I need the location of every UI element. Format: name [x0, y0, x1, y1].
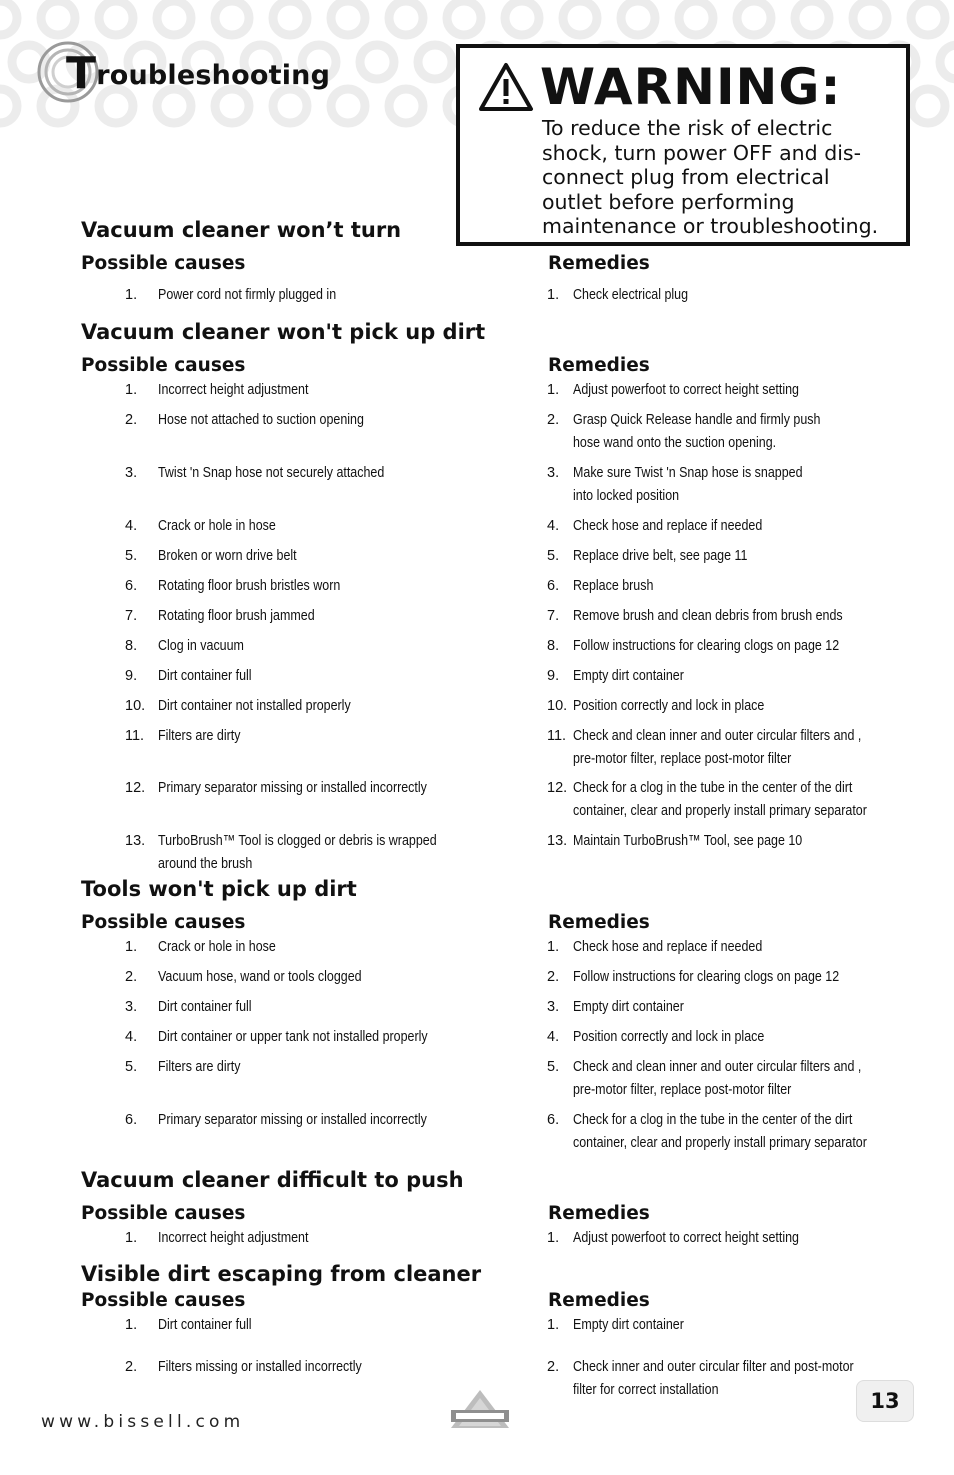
- warning-heading: WARNING:: [540, 58, 842, 116]
- pattern-ring: [795, 1, 829, 35]
- cause-text: [158, 379, 488, 402]
- remedy-line: Empty dirt container: [573, 668, 684, 684]
- section-title: Visible dirt escaping from cleaner: [81, 1262, 482, 1286]
- cause-line: Dirt container not installed properly: [158, 698, 351, 714]
- footer-url: www.bissell.com: [41, 1412, 245, 1432]
- cause-line: Dirt container full: [158, 1317, 252, 1333]
- remedy-line: pre-motor filter, replace post-motor filter: [573, 1082, 792, 1098]
- item-number: 8.: [125, 638, 138, 654]
- item-number: 1.: [125, 939, 138, 955]
- remedy-line: Maintain TurboBrush™ Tool, see page 10: [573, 833, 803, 849]
- cause-line: Incorrect height adjustment: [158, 1230, 309, 1246]
- item-number: 2.: [125, 412, 138, 428]
- pattern-ring: [737, 1, 771, 35]
- possible-causes-label: Possible causes: [81, 355, 246, 376]
- cause-line: Broken or worn drive belt: [158, 548, 297, 564]
- item-number: 4.: [125, 518, 138, 534]
- pattern-ring: [99, 1, 133, 35]
- cause-line: Dirt container full: [158, 999, 252, 1015]
- remedy-line: Remove brush and clean debris from brush ends: [573, 608, 843, 624]
- remedy-text: [573, 830, 893, 853]
- remedy-text: [573, 996, 893, 1019]
- pattern-ring: [679, 1, 713, 35]
- remedy-line: Check and clean inner and outer circular filters and ,: [573, 1059, 862, 1075]
- remedy-line: Position correctly and lock in place: [573, 698, 765, 714]
- item-number: 1.: [547, 939, 560, 955]
- item-number: 9.: [125, 668, 138, 684]
- pattern-ring: [505, 1, 539, 35]
- cause-line: Rotating floor brush jammed: [158, 608, 315, 624]
- cause-line: Filters are dirty: [158, 728, 241, 744]
- remedy-line: Adjust powerfoot to correct height setting: [573, 1230, 799, 1246]
- item-number: 3.: [125, 465, 138, 481]
- cause-text: [158, 966, 488, 989]
- bissell-logo-icon: [447, 1388, 513, 1434]
- cause-line: TurboBrush™ Tool is clogged or debris is wrapped: [158, 833, 437, 849]
- remedy-line: Follow instructions for clearing clogs on page 12: [573, 969, 840, 985]
- cause-text: [158, 545, 488, 568]
- cause-text: [158, 1227, 488, 1250]
- remedy-line: Replace drive belt, see page 11: [573, 548, 748, 564]
- remedy-text: [573, 515, 893, 538]
- pattern-ring: [563, 1, 597, 35]
- remedy-line: Make sure Twist 'n Snap hose is snapped: [573, 465, 803, 481]
- item-number: 6.: [547, 578, 560, 594]
- item-number: 6.: [547, 1112, 560, 1128]
- cause-line: Vacuum hose, wand or tools clogged: [158, 969, 362, 985]
- warning-header: [478, 58, 842, 116]
- remedies-label: Remedies: [548, 912, 650, 933]
- remedy-text: [573, 409, 893, 455]
- cause-text: [158, 1109, 488, 1132]
- remedy-text: [573, 777, 893, 823]
- cause-text: [158, 284, 488, 307]
- item-number: 3.: [547, 465, 560, 481]
- item-number: 12.: [125, 780, 146, 796]
- item-number: 2.: [547, 1359, 560, 1375]
- cause-text: [158, 515, 488, 538]
- item-number: 1.: [547, 382, 560, 398]
- remedy-line: pre-motor filter, replace post-motor filter: [573, 751, 792, 767]
- remedy-line: Empty dirt container: [573, 1317, 684, 1333]
- page-title-rest: roubleshooting: [96, 60, 331, 91]
- item-number: 3.: [547, 999, 560, 1015]
- remedy-line: Adjust powerfoot to correct height setting: [573, 382, 799, 398]
- remedy-line: hose wand onto the suction opening.: [573, 435, 777, 451]
- remedy-text: [573, 1314, 893, 1337]
- pattern-ring: [853, 1, 887, 35]
- remedy-line: Replace brush: [573, 578, 654, 594]
- pattern-ring: [157, 1, 191, 35]
- remedy-line: container, clear and properly install primary separator: [573, 1135, 867, 1151]
- warning-line: maintenance or troubleshooting.: [542, 214, 879, 238]
- cause-line: Hose not attached to suction opening: [158, 412, 364, 428]
- cause-text: [158, 695, 488, 718]
- item-number: 10.: [125, 698, 146, 714]
- pattern-ring: [447, 1, 481, 35]
- warning-text: [542, 116, 892, 239]
- cause-text: [158, 996, 488, 1019]
- cause-line: Crack or hole in hose: [158, 518, 276, 534]
- remedy-text: [573, 284, 893, 307]
- remedy-text: [573, 575, 893, 598]
- item-number: 1.: [125, 382, 138, 398]
- pattern-ring: [911, 1, 945, 35]
- item-number: 4.: [125, 1029, 138, 1045]
- remedy-line: Check inner and outer circular filter and post-motor: [573, 1359, 854, 1375]
- remedy-line: Position correctly and lock in place: [573, 1029, 765, 1045]
- pattern-ring: [41, 1, 75, 35]
- cause-text: [158, 725, 488, 748]
- section-title: Vacuum cleaner won’t turn: [81, 218, 402, 242]
- cause-text: [158, 1056, 488, 1079]
- pattern-ring: [0, 1, 17, 35]
- warning-triangle-icon: [478, 62, 534, 112]
- item-number: 6.: [125, 1112, 138, 1128]
- item-number: 2.: [547, 969, 560, 985]
- cause-line: Filters missing or installed incorrectly: [158, 1359, 362, 1375]
- item-number: 5.: [547, 1059, 560, 1075]
- remedy-text: [573, 462, 893, 508]
- remedy-text: [573, 605, 893, 628]
- possible-causes-label: Possible causes: [81, 1203, 246, 1224]
- cause-line: Primary separator missing or installed incorrectly: [158, 780, 427, 796]
- warning-line: outlet before performing: [542, 189, 795, 214]
- remedy-line: Check for a clog in the tube in the center of the dirt: [573, 1112, 853, 1128]
- item-number: 3.: [125, 999, 138, 1015]
- pattern-ring: [360, 45, 394, 79]
- item-number: 1.: [547, 1317, 560, 1333]
- remedy-line: Check electrical plug: [573, 287, 689, 303]
- pattern-ring: [331, 89, 365, 123]
- item-number: 7.: [547, 608, 560, 624]
- cause-text: [158, 409, 488, 432]
- item-number: 5.: [125, 548, 138, 564]
- remedy-text: [573, 545, 893, 568]
- section-title: Vacuum cleaner won't pick up dirt: [81, 320, 486, 344]
- cause-line: Primary separator missing or installed incorrectly: [158, 1112, 427, 1128]
- cause-text: [158, 830, 488, 876]
- remedy-text: [573, 695, 893, 718]
- section-title: Tools won't pick up dirt: [81, 877, 357, 901]
- remedy-text: [573, 665, 893, 688]
- pattern-ring: [911, 89, 945, 123]
- item-number: 13.: [125, 833, 146, 849]
- remedy-line: Empty dirt container: [573, 999, 684, 1015]
- item-number: 11.: [547, 728, 567, 744]
- pattern-ring: [273, 1, 307, 35]
- remedy-text: [573, 1227, 893, 1250]
- pattern-ring: [0, 89, 17, 123]
- cause-text: [158, 605, 488, 628]
- item-number: 1.: [125, 287, 138, 303]
- page-number: 13: [856, 1380, 914, 1422]
- remedy-text: [573, 1109, 893, 1155]
- remedy-line: into locked position: [573, 488, 680, 504]
- page-title: [66, 48, 331, 99]
- remedy-line: filter for correct installation: [573, 1382, 719, 1398]
- item-number: 7.: [125, 608, 138, 624]
- pattern-ring: [389, 89, 423, 123]
- page-title-initial: T: [66, 48, 97, 99]
- item-number: 1.: [125, 1317, 138, 1333]
- pattern-ring: [331, 1, 365, 35]
- item-number: 2.: [547, 412, 560, 428]
- remedy-text: [573, 1026, 893, 1049]
- item-number: 9.: [547, 668, 560, 684]
- cause-line: Filters are dirty: [158, 1059, 241, 1075]
- remedy-text: [573, 966, 893, 989]
- cause-line: Crack or hole in hose: [158, 939, 276, 955]
- cause-text: [158, 777, 488, 800]
- possible-causes-label: Possible causes: [81, 912, 246, 933]
- possible-causes-label: Possible causes: [81, 1290, 246, 1311]
- cause-text: [158, 635, 488, 658]
- cause-text: [158, 1314, 488, 1337]
- pattern-ring: [215, 1, 249, 35]
- pattern-ring: [418, 45, 452, 79]
- item-number: 2.: [125, 1359, 138, 1375]
- cause-line: Clog in vacuum: [158, 638, 244, 654]
- cause-line: Rotating floor brush bristles worn: [158, 578, 341, 594]
- remedies-label: Remedies: [548, 253, 650, 274]
- remedy-text: [573, 1056, 893, 1102]
- remedy-text: [573, 725, 893, 771]
- remedies-label: Remedies: [548, 355, 650, 376]
- cause-text: [158, 1026, 488, 1049]
- remedies-label: Remedies: [548, 1290, 650, 1311]
- cause-text: [158, 665, 488, 688]
- pattern-ring: [389, 1, 423, 35]
- item-number: 8.: [547, 638, 560, 654]
- item-number: 11.: [125, 728, 145, 744]
- warning-line: To reduce the risk of electric: [542, 116, 833, 140]
- cause-line: Power cord not firmly plugged in: [158, 287, 337, 303]
- item-number: 4.: [547, 518, 560, 534]
- remedy-line: Check hose and replace if needed: [573, 939, 763, 955]
- pattern-ring: [621, 1, 655, 35]
- cause-line: Twist 'n Snap hose not securely attached: [158, 465, 385, 481]
- cause-text: [158, 575, 488, 598]
- cause-text: [158, 462, 488, 485]
- item-number: 6.: [125, 578, 138, 594]
- cause-line: Dirt container full: [158, 668, 252, 684]
- item-number: 2.: [125, 969, 138, 985]
- item-number: 13.: [547, 833, 568, 849]
- item-number: 1.: [125, 1230, 138, 1246]
- item-number: 5.: [547, 548, 560, 564]
- remedies-label: Remedies: [548, 1203, 650, 1224]
- pattern-ring: [940, 45, 954, 79]
- item-number: 12.: [547, 780, 568, 796]
- possible-causes-label: Possible causes: [81, 253, 246, 274]
- warning-line: connect plug from electrical: [542, 165, 830, 189]
- cause-line: Incorrect height adjustment: [158, 382, 309, 398]
- remedy-line: container, clear and properly install primary separator: [573, 803, 867, 819]
- remedy-text: [573, 1356, 893, 1402]
- remedy-line: Follow instructions for clearing clogs on page 12: [573, 638, 840, 654]
- remedy-line: Check hose and replace if needed: [573, 518, 763, 534]
- remedy-text: [573, 936, 893, 959]
- warning-line: shock, turn power OFF and dis-: [542, 140, 861, 165]
- remedy-line: Check for a clog in the tube in the center of the dirt: [573, 780, 853, 796]
- item-number: 4.: [547, 1029, 560, 1045]
- remedy-text: [573, 379, 893, 402]
- item-number: 5.: [125, 1059, 138, 1075]
- warning-box: [456, 44, 910, 246]
- item-number: 1.: [547, 1230, 560, 1246]
- remedy-text: [573, 635, 893, 658]
- item-number: 10.: [547, 698, 568, 714]
- cause-line: Dirt container or upper tank not installed properly: [158, 1029, 428, 1045]
- remedy-line: Check and clean inner and outer circular filters and ,: [573, 728, 862, 744]
- cause-text: [158, 1356, 488, 1379]
- cause-line: around the brush: [158, 856, 253, 872]
- section-title: Vacuum cleaner difficult to push: [81, 1168, 464, 1192]
- remedy-line: Grasp Quick Release handle and firmly push: [573, 412, 821, 428]
- item-number: 1.: [547, 287, 560, 303]
- cause-text: [158, 936, 488, 959]
